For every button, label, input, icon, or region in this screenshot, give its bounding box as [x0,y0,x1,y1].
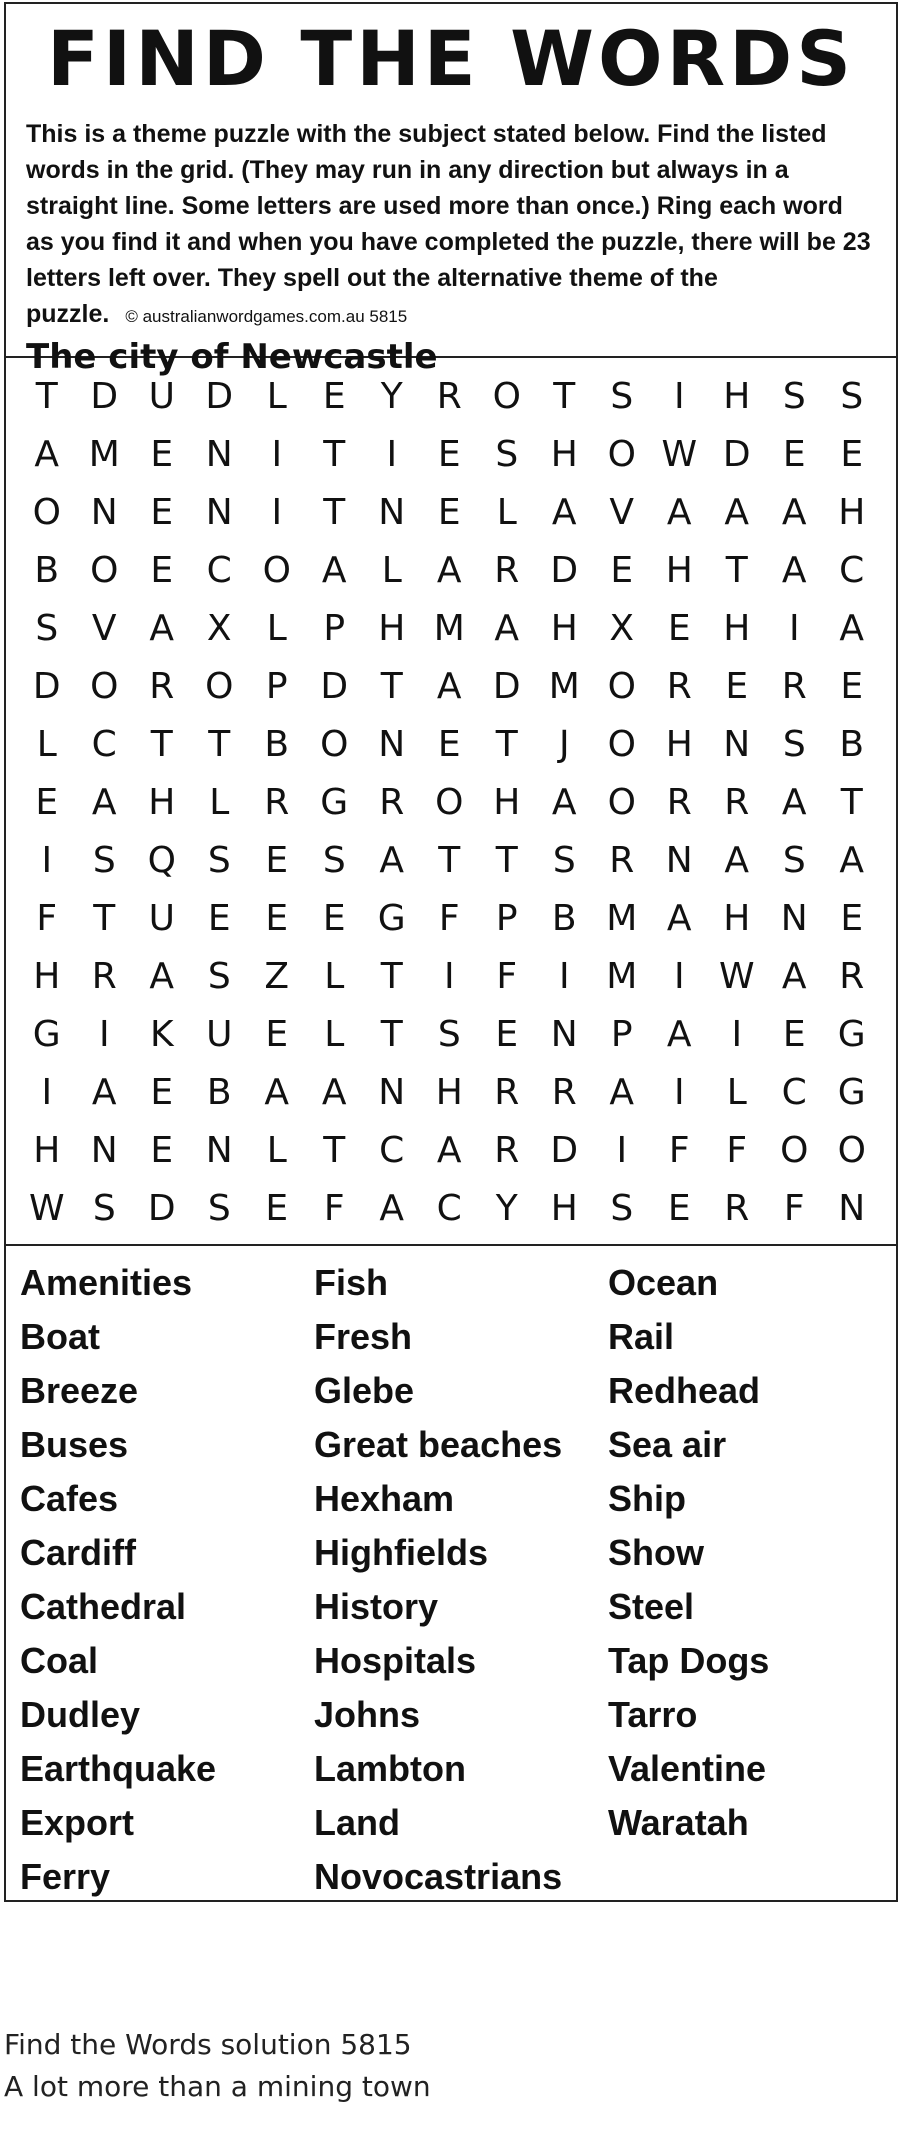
word-list-item: Breeze [20,1370,139,1411]
grid-cell: O [90,550,119,591]
grid-cell: C [436,1188,462,1229]
grid-cell: F [668,1130,690,1171]
word-list-item: Highfields [314,1532,489,1573]
grid-cell: I [41,1072,53,1113]
grid-cell: S [207,1188,231,1229]
grid-cell: I [41,840,53,881]
grid-cell: N [550,1014,578,1055]
grid-cell: Q [147,840,176,881]
word-list-item: Glebe [314,1370,415,1411]
grid-cell: R [264,782,290,823]
grid-cell: N [378,724,406,765]
grid-cell: A [494,608,520,649]
grid-cell: L [209,782,230,823]
grid-cell: F [323,1188,345,1229]
grid-cell: D [550,550,579,591]
grid-cell: R [436,376,462,417]
grid-cell: D [205,376,234,417]
grid-cell: E [150,550,174,591]
grid-cell: L [36,724,57,765]
word-list-item: Amenities [20,1262,193,1303]
grid-cell: O [607,724,636,765]
grid-cell: P [495,898,518,939]
grid-cell: E [150,1072,174,1113]
word-list-item: Ferry [20,1856,111,1897]
grid-cell: I [673,376,685,417]
word-list-item: Tarro [608,1694,698,1735]
grid-cell: E [150,492,174,533]
grid-cell: S [207,840,231,881]
grid-cell: W [661,434,698,475]
grid-cell: F [36,898,58,939]
grid-cell: N [90,1130,118,1171]
word-list-item: Ocean [608,1262,719,1303]
grid-cell: E [150,434,174,475]
grid-cell: S [840,376,864,417]
grid-cell: S [495,434,519,475]
grid-cell: P [610,1014,633,1055]
grid-cell: H [435,1072,463,1113]
grid-cell: O [607,434,636,475]
grid-cell: E [495,1014,519,1055]
grid-cell: A [321,550,347,591]
grid-cell: E [322,376,346,417]
grid-cell: H [550,608,578,649]
grid-cell: H [33,956,61,997]
grid-cell: L [266,376,287,417]
grid-cell: V [91,608,117,649]
word-list-item: Sea air [608,1424,727,1465]
solution-heading: Find the Words solution 5815 [4,2028,412,2061]
grid-cell: N [378,492,406,533]
grid-cell: A [436,666,462,707]
grid-cell: O [205,666,234,707]
word-list-item: Tap Dogs [608,1640,770,1681]
grid-cell: O [607,782,636,823]
grid-cell: A [264,1072,290,1113]
grid-cell: X [206,608,232,649]
grid-cell: I [558,956,570,997]
grid-cell: C [781,1072,807,1113]
grid-cell: E [265,1188,289,1229]
word-list-item: Hospitals [314,1640,477,1681]
puzzle-title: FIND THE WORDS [47,14,855,103]
grid-cell: L [726,1072,747,1113]
grid-cell: H [33,1130,61,1171]
grid-cell: E [265,840,289,881]
grid-cell: E [437,434,461,475]
grid-cell: I [731,1014,743,1055]
word-list-item: Steel [608,1586,695,1627]
instructions-text: This is a theme puzzle with the subject stated below. Find the listed words in the grid. (They may run in any direction but always in a straight line. Some letters are used more than once.) Ring each word as you find it and when you have completed the puzzle, there will be 23 letters left over. They spell out the alternative theme of the puzzle. [26,120,871,328]
grid-cell: I [673,1072,685,1113]
grid-cell: E [782,434,806,475]
grid-cell: T [93,898,116,939]
grid-cell: U [206,1014,233,1055]
word-list-item: Ship [608,1478,686,1519]
grid-cell: S [35,608,59,649]
grid-cell: P [323,608,346,649]
grid-cell: R [666,782,692,823]
grid-cell: H [723,376,751,417]
grid-cell: P [265,666,288,707]
grid-cell: A [781,492,807,533]
grid-cell: E [610,550,634,591]
grid-cell: F [783,1188,805,1229]
word-list-section [6,1246,896,1900]
grid-cell: O [780,1130,809,1171]
word-list-item: Cathedral [20,1586,187,1627]
grid-cell: T [380,666,403,707]
grid-cell: H [723,898,751,939]
grid-cell: N [780,898,808,939]
grid-cell: M [606,956,638,997]
grid-cell: I [386,434,398,475]
grid-cell: G [837,1014,866,1055]
grid-cell: E [667,608,691,649]
grid-cell: T [553,376,576,417]
grid-cell: H [665,724,693,765]
grid-cell: I [98,1014,110,1055]
grid-cell: R [494,1130,520,1171]
grid-cell: T [495,724,518,765]
grid-cell: O [32,492,61,533]
grid-cell: T [35,376,58,417]
word-list-item: Novocastrians [314,1856,563,1897]
grid-cell: U [148,898,175,939]
grid-cell: A [724,840,750,881]
grid-cell: R [379,782,405,823]
grid-cell: F [496,956,518,997]
grid-cell: I [673,956,685,997]
word-list-item: Redhead [608,1370,761,1411]
grid-cell: H [493,782,521,823]
grid-cell: D [550,1130,579,1171]
grid-cell: A [839,608,865,649]
grid-cell: J [558,724,570,765]
grid-cell: A [781,782,807,823]
grid-cell: T [725,550,748,591]
grid-cell: C [839,550,865,591]
grid-cell: R [551,1072,577,1113]
grid-cell: N [90,492,118,533]
grid-cell: E [35,782,59,823]
grid-cell: E [265,898,289,939]
grid-cell: I [271,492,283,533]
grid-cell: O [607,666,636,707]
grid-cell: E [437,492,461,533]
grid-cell: T [495,840,518,881]
grid-cell: H [148,782,176,823]
grid-cell: A [91,782,117,823]
grid-cell: R [839,956,865,997]
grid-cell: R [494,550,520,591]
word-list-item: Dudley [20,1694,141,1735]
grid-cell: A [551,782,577,823]
word-list-item: Coal [20,1640,99,1681]
grid-cell: L [324,1014,345,1055]
grid-cell: H [378,608,406,649]
grid-cell: O [262,550,291,591]
grid-cell: E [207,898,231,939]
grid-cell: I [788,608,800,649]
grid-cell: O [435,782,464,823]
grid-cell: N [205,434,233,475]
word-list-item: Fresh [314,1316,413,1357]
grid-cell: N [723,724,751,765]
grid-cell: T [438,840,461,881]
grid-cell: S [92,840,116,881]
grid-cell: M [433,608,465,649]
grid-cell: S [437,1014,461,1055]
grid-cell: S [92,1188,116,1229]
grid-cell: B [551,898,577,939]
grid-cell: E [322,898,346,939]
grid-cell: E [840,898,864,939]
solution-answer: A lot more than a mining town [4,2070,431,2103]
grid-cell: D [147,1188,176,1229]
grid-cell: E [840,666,864,707]
grid-cell: D [492,666,521,707]
word-list-item: Fish [314,1262,389,1303]
grid-cell: A [609,1072,635,1113]
grid-cell: R [494,1072,520,1113]
word-list-item: Show [608,1532,704,1573]
grid-cell: E [265,1014,289,1055]
grid-cell: D [722,434,751,475]
grid-cell: A [149,956,175,997]
grid-cell: A [781,550,807,591]
word-list-item: Export [20,1802,135,1843]
grid-cell: C [206,550,232,591]
grid-cell: S [782,724,806,765]
grid-cell: F [438,898,460,939]
grid-cell: S [322,840,346,881]
puzzle-instructions [26,116,876,335]
word-list-item: Lambton [314,1748,466,1789]
grid-cell: S [782,840,806,881]
grid-cell: H [723,608,751,649]
letter-grid-section [6,358,896,1246]
grid-cell: E [840,434,864,475]
grid-cell: S [782,376,806,417]
grid-cell: X [609,608,635,649]
grid-cell: O [837,1130,866,1171]
grid-cell: L [266,608,287,649]
grid-cell: R [666,666,692,707]
grid-cell: D [32,666,61,707]
grid-cell: E [725,666,749,707]
word-list-item: Valentine [608,1748,767,1789]
grid-cell: S [610,1188,634,1229]
puzzle-panel [4,2,898,1902]
grid-cell: B [264,724,290,765]
grid-cell: D [90,376,119,417]
grid-cell: O [320,724,349,765]
grid-cell: D [320,666,349,707]
grid-cell: A [666,898,692,939]
grid-cell: C [91,724,117,765]
grid-cell: G [32,1014,61,1055]
grid-cell: T [323,492,346,533]
grid-cell: I [616,1130,628,1171]
word-list-item: Hexham [314,1478,455,1519]
grid-cell: A [551,492,577,533]
puzzle-theme: The city of Newcastle [26,337,438,377]
grid-cell: T [380,1014,403,1055]
grid-cell: N [205,492,233,533]
grid-cell: E [782,1014,806,1055]
grid-cell: B [206,1072,232,1113]
grid-cell: N [205,1130,233,1171]
grid-cell: H [838,492,866,533]
grid-cell: Z [264,956,290,997]
grid-cell: I [443,956,455,997]
grid-cell: S [552,840,576,881]
grid-cell: E [667,1188,691,1229]
grid-cell: B [839,724,865,765]
word-list-item: Earthquake [20,1748,217,1789]
grid-cell: A [379,1188,405,1229]
grid-cell: R [724,1188,750,1229]
grid-cell: W [28,1188,65,1229]
grid-cell: T [380,956,403,997]
grid-cell: M [606,898,638,939]
grid-cell: W [718,956,755,997]
grid-cell: G [837,1072,866,1113]
solution-block [4,2024,431,2108]
word-list-item: Cardiff [20,1532,136,1573]
word-list-item: Cafes [20,1478,119,1519]
grid-cell: R [149,666,175,707]
grid-cell: G [377,898,406,939]
grid-cell: M [88,434,120,475]
grid-cell: T [208,724,231,765]
grid-cell: T [323,434,346,475]
grid-cell: E [150,1130,174,1171]
grid-cell: C [379,1130,405,1171]
grid-cell: A [666,1014,692,1055]
grid-cell: B [34,550,60,591]
grid-cell: H [665,550,693,591]
grid-cell: T [323,1130,346,1171]
grid-cell: Y [495,1188,518,1229]
grid-cell: A [436,550,462,591]
grid-cell: A [149,608,175,649]
grid-cell: F [726,1130,748,1171]
grid-cell: E [437,724,461,765]
grid-cell: L [381,550,402,591]
grid-cell: O [90,666,119,707]
grid-cell: R [781,666,807,707]
word-list-item: Great beaches [314,1424,563,1465]
grid-cell: H [550,1188,578,1229]
grid-cell: A [724,492,750,533]
grid-cell: A [666,492,692,533]
word-list-item: Buses [20,1424,129,1465]
word-list-item: Boat [20,1316,100,1357]
grid-cell: L [266,1130,287,1171]
grid-cell: A [839,840,865,881]
grid-cell: O [492,376,521,417]
word-list [20,1256,900,1904]
grid-cell: R [609,840,635,881]
word-list-item: Rail [608,1316,675,1357]
grid-cell: G [320,782,349,823]
grid-cell: A [436,1130,462,1171]
grid-cell: S [610,376,634,417]
grid-cell: L [496,492,517,533]
word-list-item: History [314,1586,439,1627]
grid-cell: N [665,840,693,881]
word-list-item: Johns [314,1694,421,1735]
grid-cell: K [149,1014,174,1055]
letter-grid [18,368,881,1238]
grid-cell: Y [380,376,403,417]
word-list-item: Waratah [608,1802,749,1843]
grid-cell: A [781,956,807,997]
grid-cell: S [207,956,231,997]
grid-cell: M [548,666,580,707]
grid-cell: A [34,434,60,475]
grid-cell: T [840,782,863,823]
grid-cell: T [150,724,173,765]
grid-cell: V [609,492,635,533]
grid-cell: U [148,376,175,417]
puzzle-header [6,4,896,377]
grid-cell: A [91,1072,117,1113]
grid-cell: A [379,840,405,881]
grid-cell: A [321,1072,347,1113]
word-list-item: Land [314,1802,400,1843]
grid-cell: I [271,434,283,475]
credit-line: © australianwordgames.com.au 5815 [125,307,408,326]
grid-cell: L [324,956,345,997]
grid-cell: R [91,956,117,997]
grid-cell: H [550,434,578,475]
grid-cell: R [724,782,750,823]
grid-cell: N [838,1188,866,1229]
grid-cell: N [378,1072,406,1113]
